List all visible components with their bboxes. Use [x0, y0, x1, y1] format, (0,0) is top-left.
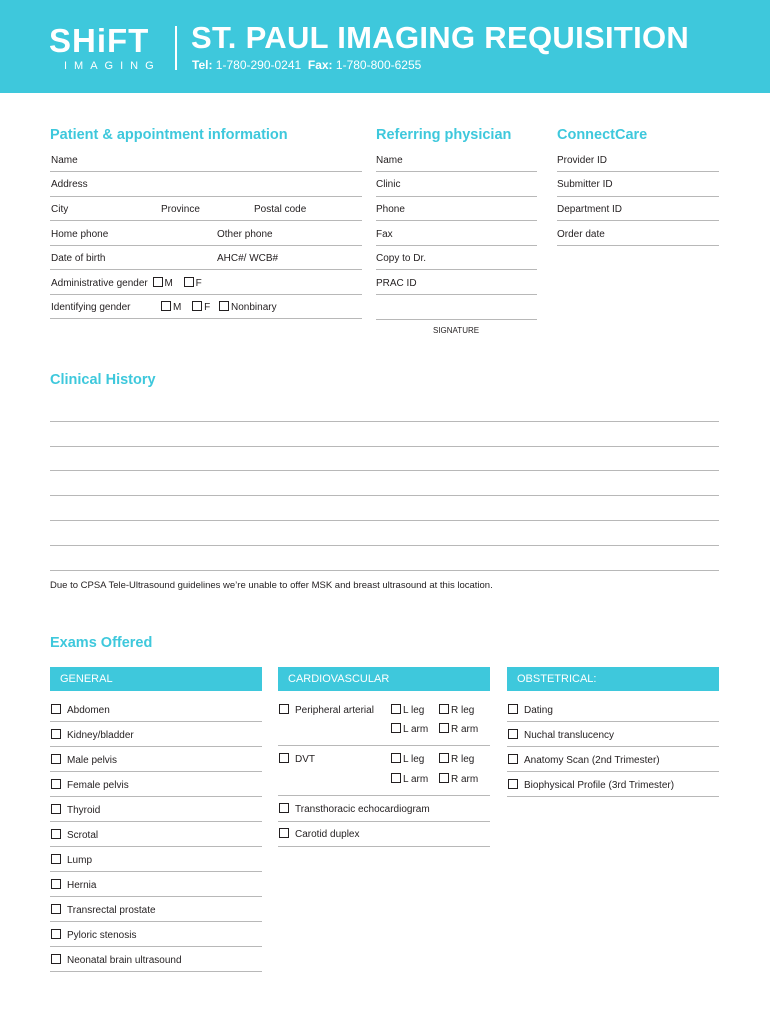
peripheral-arterial-label: Peripheral arterial	[295, 705, 374, 716]
patient-phone-field[interactable]	[50, 245, 362, 246]
obstetrical-exam-label: Anatomy Scan (2nd Trimester)	[524, 755, 660, 766]
cardio-rule	[278, 821, 490, 822]
tel-value: 1-780-290-0241	[215, 58, 302, 72]
general-exam-rule	[50, 846, 262, 847]
dvt-label: DVT	[295, 754, 315, 765]
patient-postal-label: Postal code	[254, 204, 307, 215]
provider-id-label: Provider ID	[557, 155, 608, 166]
obstetrical-exam-rule	[507, 771, 719, 772]
patient-section-title: Patient & appointment information	[50, 127, 288, 143]
general-exam-checkbox[interactable]	[51, 904, 61, 914]
patient-ahc-label: AHC#/ WCB#	[217, 253, 279, 264]
general-exam-rule	[50, 721, 262, 722]
admin-gender-f-checkbox[interactable]	[184, 277, 194, 287]
general-exam-checkbox[interactable]	[51, 954, 61, 964]
general-exam-label: Neonatal brain ultrasound	[67, 955, 182, 966]
general-exam-option	[51, 954, 182, 967]
dvt-l-arm-checkbox[interactable]	[391, 773, 401, 783]
general-exam-option	[51, 929, 136, 942]
signature-label: SIGNATURE	[433, 326, 480, 335]
physician-fax-label: Fax	[376, 229, 393, 240]
peripheral-r-leg-label: R leg	[451, 705, 475, 716]
clinical-history-line[interactable]	[50, 470, 719, 471]
obstetrical-exam-checkbox[interactable]	[508, 779, 518, 789]
general-exam-option	[51, 729, 134, 742]
dvt-checkbox[interactable]	[279, 753, 289, 763]
obstetrical-exam-rule	[507, 721, 719, 722]
general-exam-option	[51, 829, 98, 842]
patient-name-field[interactable]	[50, 171, 362, 172]
fax-value: 1-780-800-6255	[335, 58, 422, 72]
peripheral-l-leg-checkbox[interactable]	[391, 704, 401, 714]
peripheral-l-arm-label: L arm	[403, 724, 429, 735]
physician-phone-field[interactable]	[376, 220, 537, 221]
shift-logo: SHiFT	[49, 22, 150, 59]
peripheral-r-leg-checkbox[interactable]	[439, 704, 449, 714]
dvt-l-arm-label: L arm	[403, 774, 429, 785]
dvt-r-leg-checkbox[interactable]	[439, 753, 449, 763]
identifying-gender-options	[161, 301, 277, 314]
identifying-gender-nonbinary-label: Nonbinary	[231, 302, 277, 313]
general-exam-rule	[50, 871, 262, 872]
provider-id-field[interactable]	[557, 171, 719, 172]
obstetrical-exam-checkbox[interactable]	[508, 729, 518, 739]
general-exam-checkbox[interactable]	[51, 804, 61, 814]
general-exam-checkbox[interactable]	[51, 879, 61, 889]
physician-section-title: Referring physician	[376, 127, 512, 143]
copy-to-label: Copy to Dr.	[376, 253, 427, 264]
general-exam-checkbox[interactable]	[51, 729, 61, 739]
cardio-rule	[278, 745, 490, 746]
admin-gender-label: Administrative gender	[51, 278, 148, 289]
clinical-history-title: Clinical History	[50, 372, 156, 388]
admin-gender-m-checkbox[interactable]	[153, 277, 163, 287]
peripheral-r-arm-option	[439, 723, 478, 736]
general-exam-option	[51, 704, 110, 717]
admin-gender-rule	[50, 294, 362, 295]
general-exam-checkbox[interactable]	[51, 829, 61, 839]
clinical-history-line[interactable]	[50, 545, 719, 546]
general-exam-checkbox[interactable]	[51, 929, 61, 939]
obstetrical-exam-checkbox[interactable]	[508, 704, 518, 714]
carotid-option	[279, 828, 359, 841]
patient-dob-label: Date of birth	[51, 253, 106, 264]
obstetrical-exam-rule	[507, 796, 719, 797]
admin-gender-f-label: F	[195, 278, 202, 289]
general-exam-option	[51, 779, 129, 792]
identifying-gender-label: Identifying gender	[51, 302, 131, 313]
general-exam-rule	[50, 746, 262, 747]
cardio-rule	[278, 846, 490, 847]
dvt-r-arm-label: R arm	[451, 774, 479, 785]
dvt-l-arm-option	[391, 773, 428, 786]
obstetrical-exam-option	[508, 754, 660, 767]
identifying-gender-f-label: F	[204, 302, 211, 313]
general-exam-label: Transrectal prostate	[67, 905, 156, 916]
obstetrical-column-header: OBSTETRICAL:	[507, 667, 719, 691]
peripheral-arterial-option	[279, 704, 374, 717]
tele-ultrasound-note: Due to CPSA Tele-Ultrasound guidelines we’re unable to offer MSK and breast ultrasound at this location.	[50, 580, 493, 591]
general-exam-label: Abdomen	[67, 705, 110, 716]
patient-city-field[interactable]	[50, 220, 362, 221]
general-exam-label: Hernia	[67, 880, 97, 891]
clinical-history-line[interactable]	[50, 570, 719, 571]
order-date-label: Order date	[557, 229, 605, 240]
department-id-label: Department ID	[557, 204, 623, 215]
dvt-r-arm-option	[439, 773, 478, 786]
obstetrical-exam-label: Biophysical Profile (3rd Trimester)	[524, 780, 675, 791]
header-divider	[175, 26, 177, 70]
dvt-r-leg-label: R leg	[451, 754, 475, 765]
identifying-gender-m-label: M	[173, 302, 182, 313]
dvt-r-arm-checkbox[interactable]	[439, 773, 449, 783]
general-exam-label: Kidney/bladder	[67, 730, 134, 741]
obstetrical-exam-label: Dating	[524, 705, 553, 716]
identifying-gender-f-checkbox[interactable]	[192, 301, 202, 311]
obstetrical-exam-checkbox[interactable]	[508, 754, 518, 764]
cardiovascular-column-header: CARDIOVASCULAR	[278, 667, 490, 691]
physician-name-label: Name	[376, 155, 403, 166]
general-exam-option	[51, 904, 156, 917]
general-exam-checkbox[interactable]	[51, 779, 61, 789]
general-exam-rule	[50, 896, 262, 897]
clinical-history-line[interactable]	[50, 446, 719, 447]
general-exam-option	[51, 854, 92, 867]
admin-gender-row	[51, 277, 202, 290]
obstetrical-exam-label: Nuchal translucency	[524, 730, 615, 741]
general-exam-label: Lump	[67, 855, 93, 866]
peripheral-l-leg-label: L leg	[403, 705, 425, 716]
obstetrical-exam-option	[508, 779, 674, 792]
obstetrical-exam-rule	[507, 746, 719, 747]
general-exam-label: Thyroid	[67, 805, 101, 816]
patient-address-label: Address	[51, 179, 88, 190]
tel-label: Tel:	[192, 58, 213, 72]
cardio-rule	[278, 795, 490, 796]
general-exam-checkbox[interactable]	[51, 704, 61, 714]
general-exam-rule	[50, 821, 262, 822]
submitter-id-field[interactable]	[557, 196, 719, 197]
physician-phone-label: Phone	[376, 204, 405, 215]
identifying-gender-rule	[50, 318, 362, 319]
physician-fax-field[interactable]	[376, 245, 537, 246]
admin-gender-m-label: M	[164, 278, 173, 289]
exams-offered-title: Exams Offered	[50, 635, 153, 651]
connectcare-section-title: ConnectCare	[557, 127, 648, 143]
patient-dob-field[interactable]	[50, 269, 362, 270]
copy-to-field[interactable]	[376, 269, 537, 270]
general-column-header: GENERAL	[50, 667, 262, 691]
patient-address-field[interactable]	[50, 196, 362, 197]
identifying-gender-nonbinary-checkbox[interactable]	[219, 301, 229, 311]
peripheral-l-arm-checkbox[interactable]	[391, 723, 401, 733]
fax-label: Fax:	[307, 58, 333, 72]
logo-subtitle: IMAGING	[64, 60, 161, 72]
general-exam-option	[51, 879, 96, 892]
general-exam-rule	[50, 946, 262, 947]
signature-field[interactable]	[376, 319, 537, 320]
general-exam-label: Pyloric stenosis	[67, 930, 137, 941]
clinical-history-line[interactable]	[50, 421, 719, 422]
identifying-gender-m-checkbox[interactable]	[161, 301, 171, 311]
general-exam-rule	[50, 796, 262, 797]
patient-city-label: City	[51, 204, 69, 215]
dvt-l-leg-option	[391, 753, 424, 766]
dvt-option	[279, 753, 315, 766]
prac-id-field[interactable]	[376, 294, 537, 295]
carotid-checkbox[interactable]	[279, 828, 289, 838]
general-exam-option	[51, 804, 100, 817]
tte-option	[279, 803, 430, 816]
patient-name-label: Name	[51, 155, 78, 166]
department-id-field[interactable]	[557, 220, 719, 221]
tte-checkbox[interactable]	[279, 803, 289, 813]
dvt-l-leg-checkbox[interactable]	[391, 753, 401, 763]
general-exam-rule	[50, 771, 262, 772]
general-exam-label: Male pelvis	[67, 755, 118, 766]
obstetrical-exam-option	[508, 729, 614, 742]
peripheral-r-arm-label: R arm	[451, 724, 479, 735]
clinical-history-line[interactable]	[50, 495, 719, 496]
peripheral-arterial-checkbox[interactable]	[279, 704, 289, 714]
general-exam-label: Female pelvis	[67, 780, 129, 791]
prac-id-label: PRAC ID	[376, 278, 417, 289]
physician-name-field[interactable]	[376, 171, 537, 172]
peripheral-l-leg-option	[391, 704, 424, 717]
general-exam-option	[51, 754, 117, 767]
peripheral-r-leg-option	[439, 704, 474, 717]
dvt-r-leg-option	[439, 753, 474, 766]
general-exam-checkbox[interactable]	[51, 854, 61, 864]
general-exam-label: Scrotal	[67, 830, 99, 841]
peripheral-r-arm-checkbox[interactable]	[439, 723, 449, 733]
general-exam-rule	[50, 921, 262, 922]
contact-line	[192, 57, 421, 73]
patient-home-phone-label: Home phone	[51, 229, 109, 240]
peripheral-l-arm-option	[391, 723, 428, 736]
order-date-field[interactable]	[557, 245, 719, 246]
clinical-history-line[interactable]	[50, 520, 719, 521]
physician-clinic-field[interactable]	[376, 196, 537, 197]
dvt-l-leg-label: L leg	[403, 754, 425, 765]
submitter-id-label: Submitter ID	[557, 179, 613, 190]
patient-other-phone-label: Other phone	[217, 229, 273, 240]
general-exam-checkbox[interactable]	[51, 754, 61, 764]
patient-province-label: Province	[161, 204, 200, 215]
obstetrical-exam-option	[508, 704, 553, 717]
header-banner	[0, 0, 770, 93]
physician-clinic-label: Clinic	[376, 179, 401, 190]
carotid-label: Carotid duplex	[295, 829, 360, 840]
page-title: ST. PAUL IMAGING REQUISITION	[191, 20, 690, 55]
general-exam-rule	[50, 971, 262, 972]
tte-label: Transthoracic echocardiogram	[295, 804, 430, 815]
